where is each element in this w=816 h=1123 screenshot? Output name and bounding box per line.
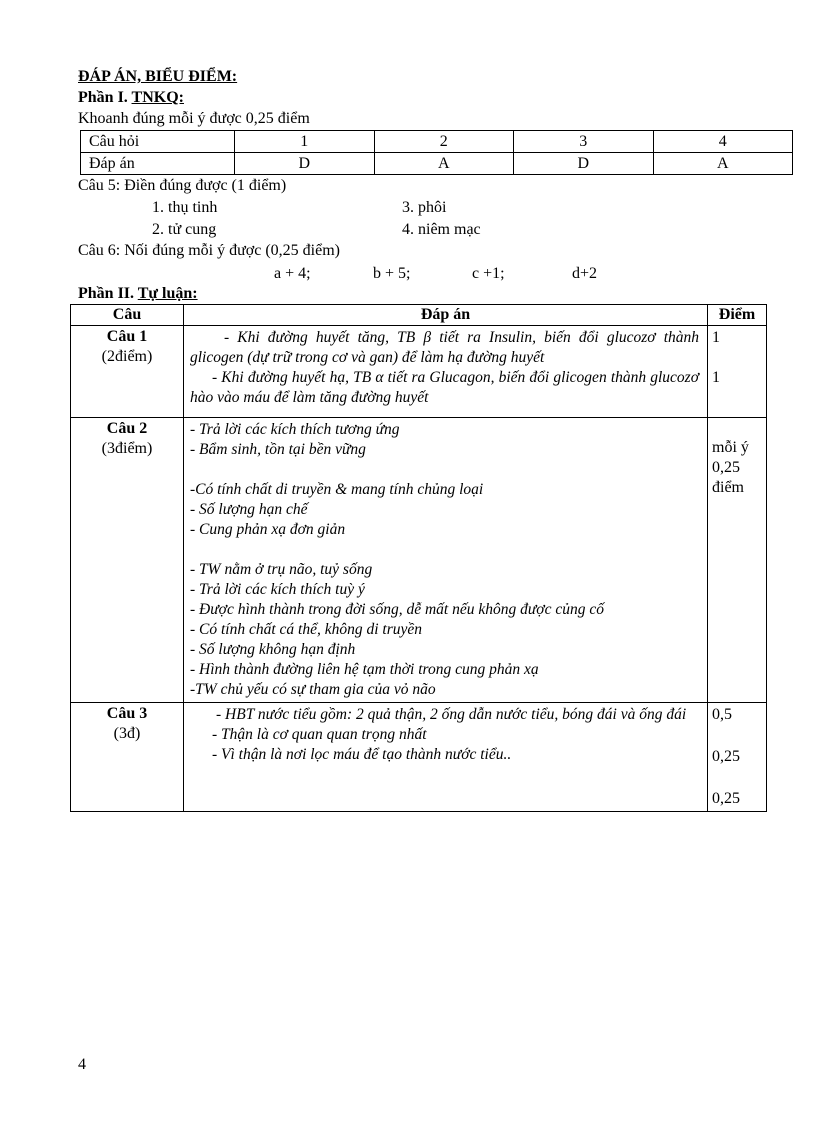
answer-value: D	[235, 153, 375, 175]
score-text: 0,25	[712, 459, 740, 476]
question-points: (3đ)	[113, 725, 141, 742]
header-question: Câu	[71, 305, 184, 326]
page-number: 4	[78, 1056, 86, 1073]
answer-line: - Thận là cơ quan quan trọng nhất	[212, 726, 427, 743]
question-label: Câu 2	[106, 420, 148, 437]
question-label: Câu 3	[106, 705, 148, 722]
answer-line: - HBT nước tiểu gồm: 2 quả thận, 2 ống dẫn nước tiểu, bóng đái và ống đái	[216, 706, 687, 723]
answer-cell	[184, 326, 708, 418]
answer-line: -TW chủ yếu có sự tham gia của vỏ não	[190, 681, 436, 698]
answer-line: - Số lượng hạn chế	[190, 501, 308, 518]
row-label-answer: Đáp án	[81, 153, 235, 175]
q6-pair: d+2	[572, 265, 598, 282]
question-cell	[71, 703, 184, 812]
answer-line: - Trả lời các kích thích tuỳ ý	[190, 581, 365, 598]
part1-title	[78, 89, 184, 107]
score-value: 1	[712, 329, 720, 346]
q5-item: 2. tử cung	[152, 221, 217, 238]
table-row	[71, 418, 767, 703]
answer-line: - Vì thận là nơi lọc máu để tạo thành nước tiểu..	[212, 746, 512, 763]
table-row	[81, 131, 793, 153]
score-value: 0,5	[712, 706, 732, 723]
score-cell	[708, 326, 767, 418]
answer-line: - Bẩm sinh, tồn tại bền vững	[190, 441, 366, 458]
score-value: 1	[712, 369, 720, 386]
part2-title	[78, 285, 198, 303]
essay-answer-table	[70, 304, 767, 812]
answer-line: - Cung phản xạ đơn giản	[190, 521, 346, 538]
answer-line: - Trả lời các kích thích tương ứng	[190, 421, 400, 438]
q5-item: 3. phôi	[402, 199, 447, 216]
part1-name: TNKQ:	[131, 89, 184, 106]
answer-line: - Khi đường huyết tăng, TB β tiết ra Insulin, biến đổi glucozơ thành glicogen (dự trữ trong cơ và gan) để làm hạ đường huyết	[190, 329, 699, 366]
q6-pair: c +1;	[472, 265, 505, 282]
question-points: (3điểm)	[101, 440, 153, 457]
answer-line: - Số lượng không hạn định	[190, 641, 356, 658]
row-label-question: Câu hỏi	[81, 131, 235, 153]
question-points: (2điểm)	[101, 348, 153, 365]
score-value: 0,25	[712, 748, 740, 765]
question-number: 1	[235, 131, 375, 153]
q5-title: Câu 5: Điền đúng được (1 điểm)	[78, 177, 287, 194]
answer-cell	[184, 418, 708, 703]
score-text: mỗi ý	[712, 439, 749, 456]
score-value: 0,25	[712, 790, 740, 807]
answer-value: A	[374, 153, 514, 175]
q5-item: 1. thụ tinh	[152, 199, 218, 216]
table-header-row	[71, 305, 767, 326]
question-number: 3	[514, 131, 654, 153]
answer-cell	[184, 703, 708, 812]
part1-prefix: Phần I.	[78, 89, 132, 106]
q6-pair: a + 4;	[274, 265, 311, 282]
answer-line: - TW nằm ở trụ não, tuỷ sống	[190, 561, 373, 578]
answer-value: D	[514, 153, 654, 175]
score-cell	[708, 703, 767, 812]
answer-line: -Có tính chất di truyền & mang tính chủng loại	[190, 481, 484, 498]
mcq-answer-table	[80, 130, 793, 175]
q5-item: 4. niêm mạc	[402, 221, 481, 238]
part2-prefix: Phần II.	[78, 285, 138, 302]
answer-line: - Khi đường huyết hạ, TB α tiết ra Glucagon, biến đổi glicogen thành glucozơ hào vào máu để làm tăng đường huyết	[190, 369, 699, 406]
question-label: Câu 1	[106, 328, 148, 345]
question-number: 4	[653, 131, 793, 153]
part1-instruction: Khoanh đúng mỗi ý được 0,25 điểm	[78, 110, 310, 127]
table-row	[71, 326, 767, 418]
question-cell	[71, 326, 184, 418]
table-row	[71, 703, 767, 812]
answer-line: - Hình thành đường liên hệ tạm thời trong cung phản xạ	[190, 661, 539, 678]
question-number: 2	[374, 131, 514, 153]
part2-name: Tự luận:	[137, 285, 198, 302]
header-answer: Đáp án	[184, 305, 708, 326]
answer-line: - Có tính chất cá thể, không di truyền	[190, 621, 423, 638]
answer-line: - Được hình thành trong đời sống, dễ mất nếu không được củng cố	[190, 601, 604, 618]
answer-value: A	[653, 153, 793, 175]
answer-key-heading: ĐÁP ÁN, BIỂU ĐIỂM:	[78, 68, 238, 85]
score-cell	[708, 418, 767, 703]
q6-pair: b + 5;	[373, 265, 411, 282]
header-score: Điểm	[708, 305, 767, 326]
question-cell	[71, 418, 184, 703]
q6-title: Câu 6: Nối đúng mỗi ý được (0,25 điểm)	[78, 242, 340, 259]
table-row	[81, 153, 793, 175]
score-text: điểm	[712, 479, 744, 496]
